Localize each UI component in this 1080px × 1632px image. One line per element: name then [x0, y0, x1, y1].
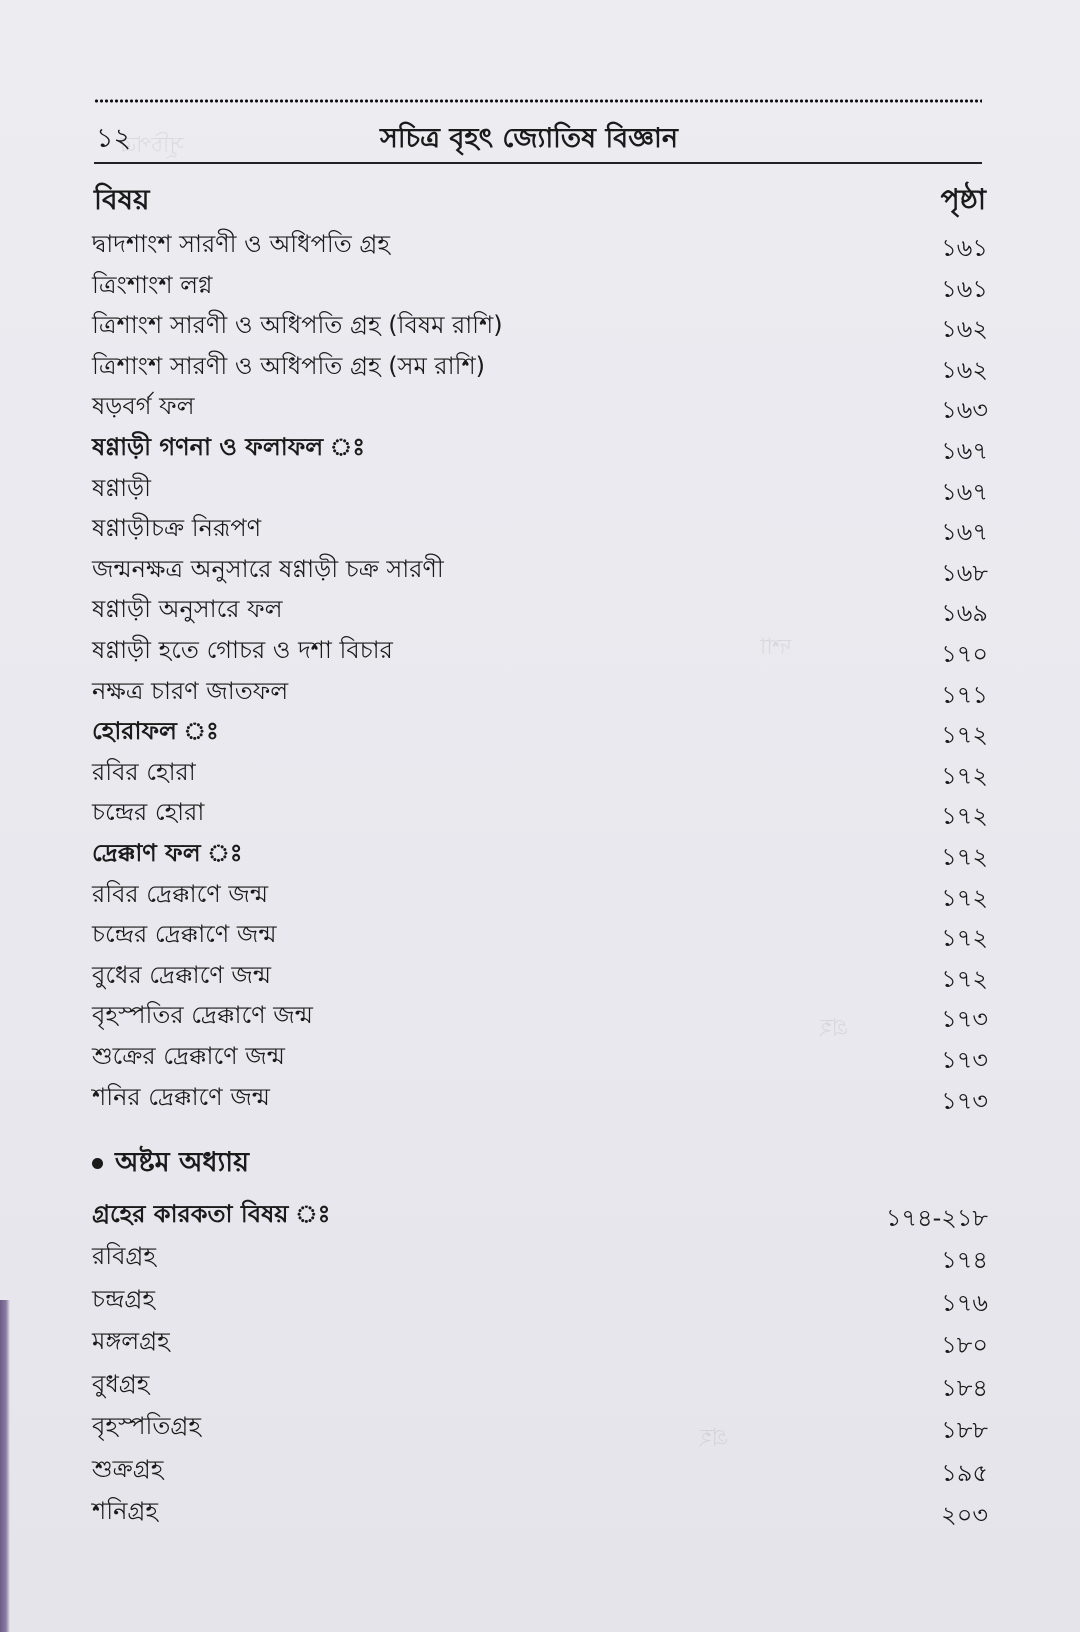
toc-entry-page: ১৮৮ [941, 1416, 988, 1444]
toc-entry-page: ১৭২ [941, 924, 988, 953]
toc-entry-title: বৃহস্পতির দ্রেক্কাণে জন্ম [92, 1001, 313, 1030]
toc-entry-page: ১৭১ [941, 680, 988, 709]
toc-entry-title: হোরাফল ঃ [92, 717, 219, 746]
toc-entry-title: জন্মনক্ষত্র অনুসারে ষণ্ণাড়ী চক্র সারণী [92, 554, 444, 583]
toc-entry-page: ১৬৭ [941, 437, 988, 465]
toc-entry-page: ১৭৩ [941, 1086, 988, 1115]
toc-entry-title: ত্রিংশাংশ লগ্ন [92, 270, 213, 299]
toc-entry-page: ১৭২ [941, 964, 988, 993]
toc-entry [92, 1366, 988, 1406]
toc-entry-title: চন্দ্রগ্রহ [92, 1285, 155, 1313]
toc-entry [92, 510, 988, 550]
toc-entry [92, 429, 988, 469]
chapter-title: অষ্টম অধ্যায় [115, 1147, 250, 1178]
toc-entry [92, 876, 988, 916]
toc-entry-page: ১৬১ [941, 274, 988, 303]
toc-entry-page: ১৮০ [941, 1331, 988, 1359]
toc-entry [92, 957, 988, 997]
toc-entry-page: ১৬১ [941, 234, 988, 262]
toc-entry-page: ১৭২ [941, 802, 988, 831]
toc-entry-title: রবিগ্রহ [92, 1242, 157, 1270]
toc-entry [92, 997, 988, 1037]
toc-entry-title: মঙ্গলগ্রহ [92, 1327, 170, 1355]
toc-entry-page: ১৬৩ [941, 396, 988, 425]
toc-entry-page: ১৭৪-২১৮ [885, 1204, 988, 1232]
toc-entry-page: ১৭২ [941, 843, 988, 871]
toc-entry [92, 388, 988, 428]
toc-entry-page: ১৭২ [941, 883, 988, 912]
toc-entry [92, 673, 988, 713]
page-column-heading: পৃষ্ঠা [940, 183, 986, 216]
toc-entry [92, 1493, 988, 1533]
toc-entry-page: ১৬৯ [941, 599, 988, 628]
toc-entry-page: ১৭৩ [941, 1046, 988, 1074]
toc-entry-page: ১৮৪ [941, 1374, 988, 1402]
toc-entry-title: দ্রেক্কাণ ফল ঃ [92, 839, 243, 867]
toc-entry-page: ১৭০ [941, 640, 988, 668]
toc-entry-page: ১৬২ [941, 355, 988, 384]
toc-entry [92, 267, 988, 307]
running-title: সচিত্র বৃহৎ জ্যোতিষ বিজ্ঞান [380, 123, 678, 154]
toc-entry-page: ১৭৪ [941, 1246, 988, 1274]
bullet-icon [92, 1158, 103, 1169]
toc-entry [92, 713, 988, 753]
toc-entry [92, 470, 988, 510]
toc-entry [92, 1451, 988, 1491]
toc-entry [92, 916, 988, 956]
toc-entry [92, 1038, 988, 1078]
toc-entry-page: ২০৩ [941, 1501, 988, 1529]
toc-entry-title: ষণ্ণাড়ী গণনা ও ফলাফল ঃ [92, 433, 366, 461]
toc-entry-page: ১৯৫ [941, 1459, 988, 1487]
chapter-heading [92, 1142, 249, 1187]
toc-entry [92, 1408, 988, 1448]
toc-entry [92, 591, 988, 631]
toc-entry-title: বৃহস্পতিগ্রহ [92, 1412, 201, 1440]
toc-entry-title: গ্রহের কারকতা বিষয় ঃ [92, 1200, 331, 1228]
show-through-text: দশা [760, 635, 791, 660]
toc-entry-title: চন্দ্রের হোরা [92, 798, 205, 827]
toc-entry-title: শুক্রের দ্রেক্কাণে জন্ম [92, 1042, 285, 1070]
toc-entry-title: ষণ্ণাড়ী হতে গোচর ও দশা বিচার [92, 636, 393, 664]
toc-entry [92, 1281, 988, 1321]
toc-entry-page: ১৬২ [941, 315, 988, 344]
toc-entry [92, 632, 988, 672]
toc-entry-page: ১৬৮ [941, 558, 988, 587]
toc-entry-title: ত্রিশাংশ সারণী ও অধিপতি গ্রহ (বিষম রাশি) [92, 311, 503, 340]
toc-entry [92, 1079, 988, 1119]
show-through-text: গ্রহ [820, 1015, 849, 1040]
toc-entry-page: ১৭৩ [941, 1005, 988, 1034]
toc-entry-page: ১৬৭ [941, 477, 988, 506]
toc-entry [92, 1323, 988, 1363]
toc-entry-title: রবির দ্রেক্কাণে জন্ম [92, 879, 268, 908]
toc-entry-title: শনির দ্রেক্কাণে জন্ম [92, 1082, 270, 1111]
toc-entry-title: ষণ্ণাড়ী অনুসারে ফল [92, 595, 283, 624]
toc-entry-title: ত্রিশাংশ সারণী ও অধিপতি গ্রহ (সম রাশি) [92, 351, 486, 380]
toc-entry [92, 307, 988, 347]
toc-entry-title: শনিগ্রহ [92, 1497, 158, 1525]
toc-entry-page: ১৭২ [941, 721, 988, 750]
toc-entry-page: ১৭২ [941, 761, 988, 790]
toc-entry [92, 1238, 988, 1278]
show-through-text: সূচিপত্র [120, 133, 184, 158]
toc-entry-title: বুধের দ্রেক্কাণে জন্ম [92, 960, 272, 989]
toc-entry-title: বুধগ্রহ [92, 1370, 150, 1398]
toc-entry-title: ষণ্ণাড়ীচক্র নিরূপণ [92, 514, 262, 543]
toc-entry-title: ষণ্ণাড়ী [92, 473, 152, 502]
toc-entry [92, 754, 988, 794]
show-through-text: গ্রহ [700, 1425, 729, 1450]
toc-entry-title: ষড়বর্গ ফল [92, 392, 195, 421]
toc-entry-title: রবির হোরা [92, 757, 196, 786]
toc-entry-page: ১৬৭ [941, 518, 988, 547]
toc-entry [92, 551, 988, 591]
toc-entry-title: নক্ষত্র চারণ জাতফল [92, 676, 289, 705]
toc-entry [92, 348, 988, 388]
toc-entry [92, 835, 988, 875]
toc-entry-title: চন্দ্রের দ্রেক্কাণে জন্ম [92, 920, 277, 949]
toc-entry-title: দ্বাদশাংশ সারণী ও অধিপতি গ্রহ [92, 230, 390, 258]
toc-entry [92, 1196, 988, 1236]
toc-entry-page: ১৭৬ [941, 1289, 988, 1317]
toc-entry [92, 226, 988, 266]
subject-column-heading: বিষয় [94, 183, 150, 216]
page-number: ১২ [96, 123, 132, 154]
toc-entry-title: শুক্রগ্রহ [92, 1455, 164, 1483]
toc-entry [92, 794, 988, 834]
